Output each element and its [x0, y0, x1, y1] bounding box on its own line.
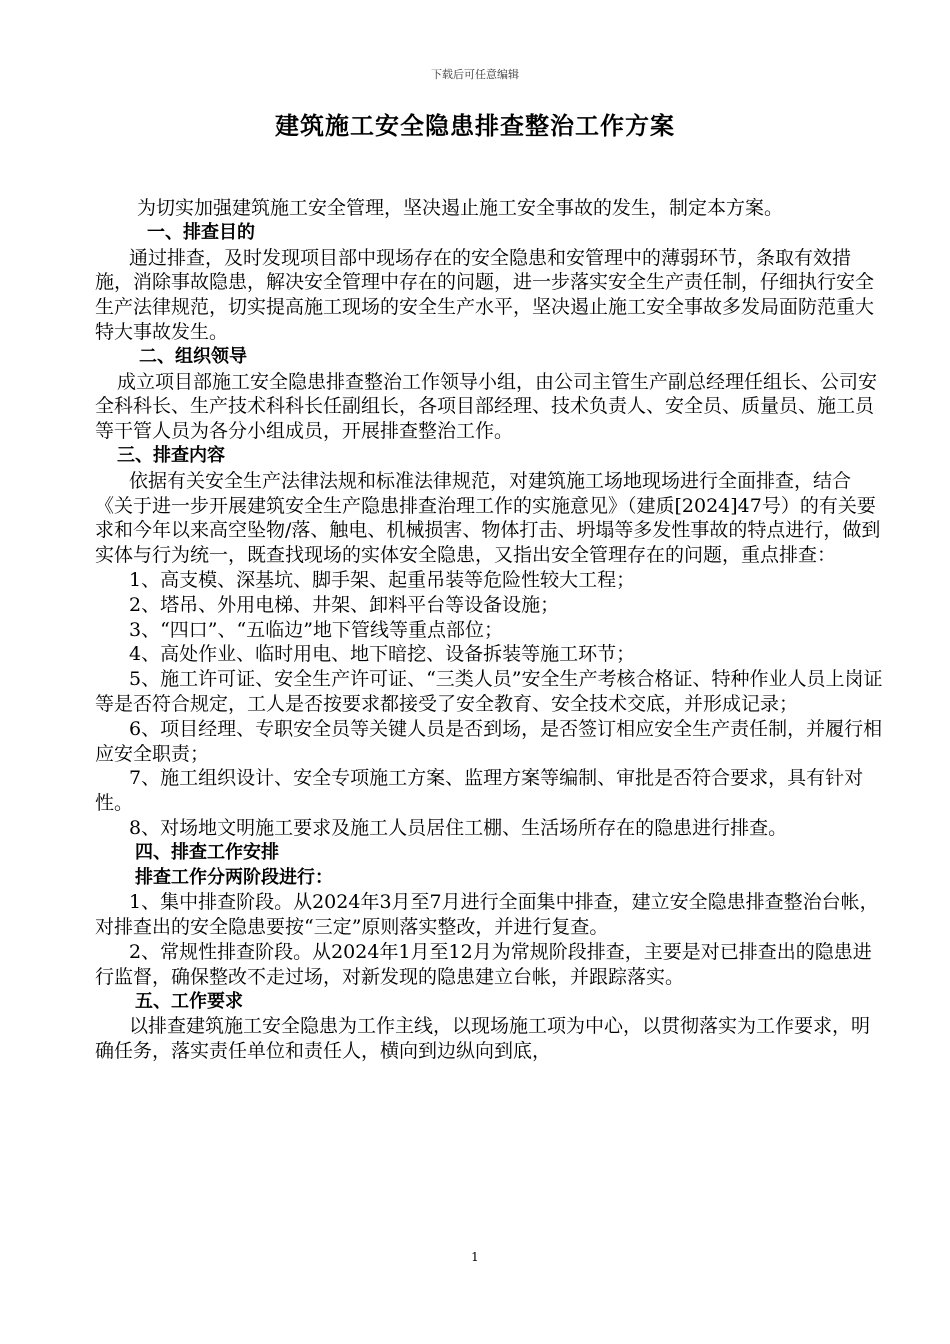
- section-2-paragraph: 成立项目部施工安全隐患排查整治工作领导小组，由公司主管生产副总经理任组长、公司安全科科长、生产技术科科长任副组长，各项目部经理、技术负责人、安全员、质量员、施工员等干管人员为各分小组成员，开展排查整治工作。: [95, 370, 878, 443]
- section-3-paragraph: 依据有关安全生产法律法规和标准法律规范，对建筑施工场地现场进行全面排查，结合《关于进一步开展建筑安全生产隐患排查治理工作的实施意见》（建质[2024]47号）的有关要求和今年以来高空坠物/落、触电、机械损害、物体打击、坍塌等多发性事故的特点进行，做到实体与行为统一，既查找现场的实体安全隐患，又指出安全管理存在的问题，重点排查：: [95, 469, 881, 567]
- list-item: 3、“四口”、“五临边”地下管线等重点部位；: [129, 618, 503, 641]
- section-1-paragraph: 通过排查，及时发现项目部中现场存在的安全隐患和安管理中的薄弱环节，条取有效措施，消除事故隐患，解决安全管理中存在的问题，进一步落实安全生产责任制，仔细执行安全生产法律规范，切实提高施工现场的安全生产水平，坚决遏止施工安全事故多发局面防范重大特大事故发生。: [95, 246, 875, 343]
- list-item: 6、项目经理、专职安全员等关键人员是否到场，是否签订相应安全生产责任制，并履行相应安全职责；: [95, 717, 883, 765]
- document-body: [95, 196, 885, 1064]
- intro-paragraph: 为切实加强建筑施工安全管理，坚决遏止施工安全事故的发生，制定本方案。: [137, 197, 784, 219]
- page-number: 1: [471, 1250, 479, 1264]
- list-item: 2、常规性排查阶段。从2024年1月至12月为常规阶段排查，主要是对已排查出的隐患进行监督，确保整改不走过场，对新发现的隐患建立台帐，并跟踪落实。: [95, 940, 872, 988]
- section-5-paragraph: 以排查建筑施工安全隐患为工作主线，以现场施工项为中心，以贯彻落实为工作要求，明确任务，落实责任单位和责任人，横向到边纵向到底，: [95, 1015, 871, 1063]
- section-3-heading: 三、排查内容: [117, 444, 225, 466]
- section-5-heading: 五、工作要求: [135, 990, 243, 1012]
- list-item: 2、塔吊、外用电梯、井架、卸料平台等设备设施；: [129, 593, 560, 616]
- list-item: 4、高处作业、临时用电、地下暗挖、设备拆装等施工环节；: [129, 643, 636, 666]
- list-item: 7、施工组织设计、安全专项施工方案、监理方案等编制、审批是否符合要求，具有针对性。: [95, 767, 864, 815]
- section-4-heading: 四、排查工作安排: [135, 841, 279, 863]
- list-item: 8、对场地文明施工要求及施工人员居住工棚、生活场所存在的隐患进行排查。: [129, 816, 788, 839]
- page-header: 下载后可任意编辑: [431, 68, 519, 81]
- section-1-heading: 一、排查目的: [147, 221, 255, 243]
- section-4-subheading: 排查工作分两阶段进行：: [135, 866, 333, 888]
- list-item: 1、高支模、深基坑、脚手架、起重吊装等危险性较大工程；: [129, 568, 636, 591]
- list-item: 5、施工许可证、安全生产许可证、“三类人员”安全生产考核合格证、特种作业人员上岗证等是否符合规定，工人是否按要求都接受了安全教育、安全技术交底，并形成记录；: [95, 668, 883, 715]
- list-item: 1、集中排查阶段。从2024年3月至7月进行全面集中排查，建立安全隐患排查整治台帐，对排查出的安全隐患要按“三定”原则落实整改，并进行复查。: [95, 891, 879, 939]
- section-2-heading: 二、组织领导: [139, 345, 247, 367]
- document-title: 建筑施工安全隐患排查整治工作方案: [275, 112, 675, 140]
